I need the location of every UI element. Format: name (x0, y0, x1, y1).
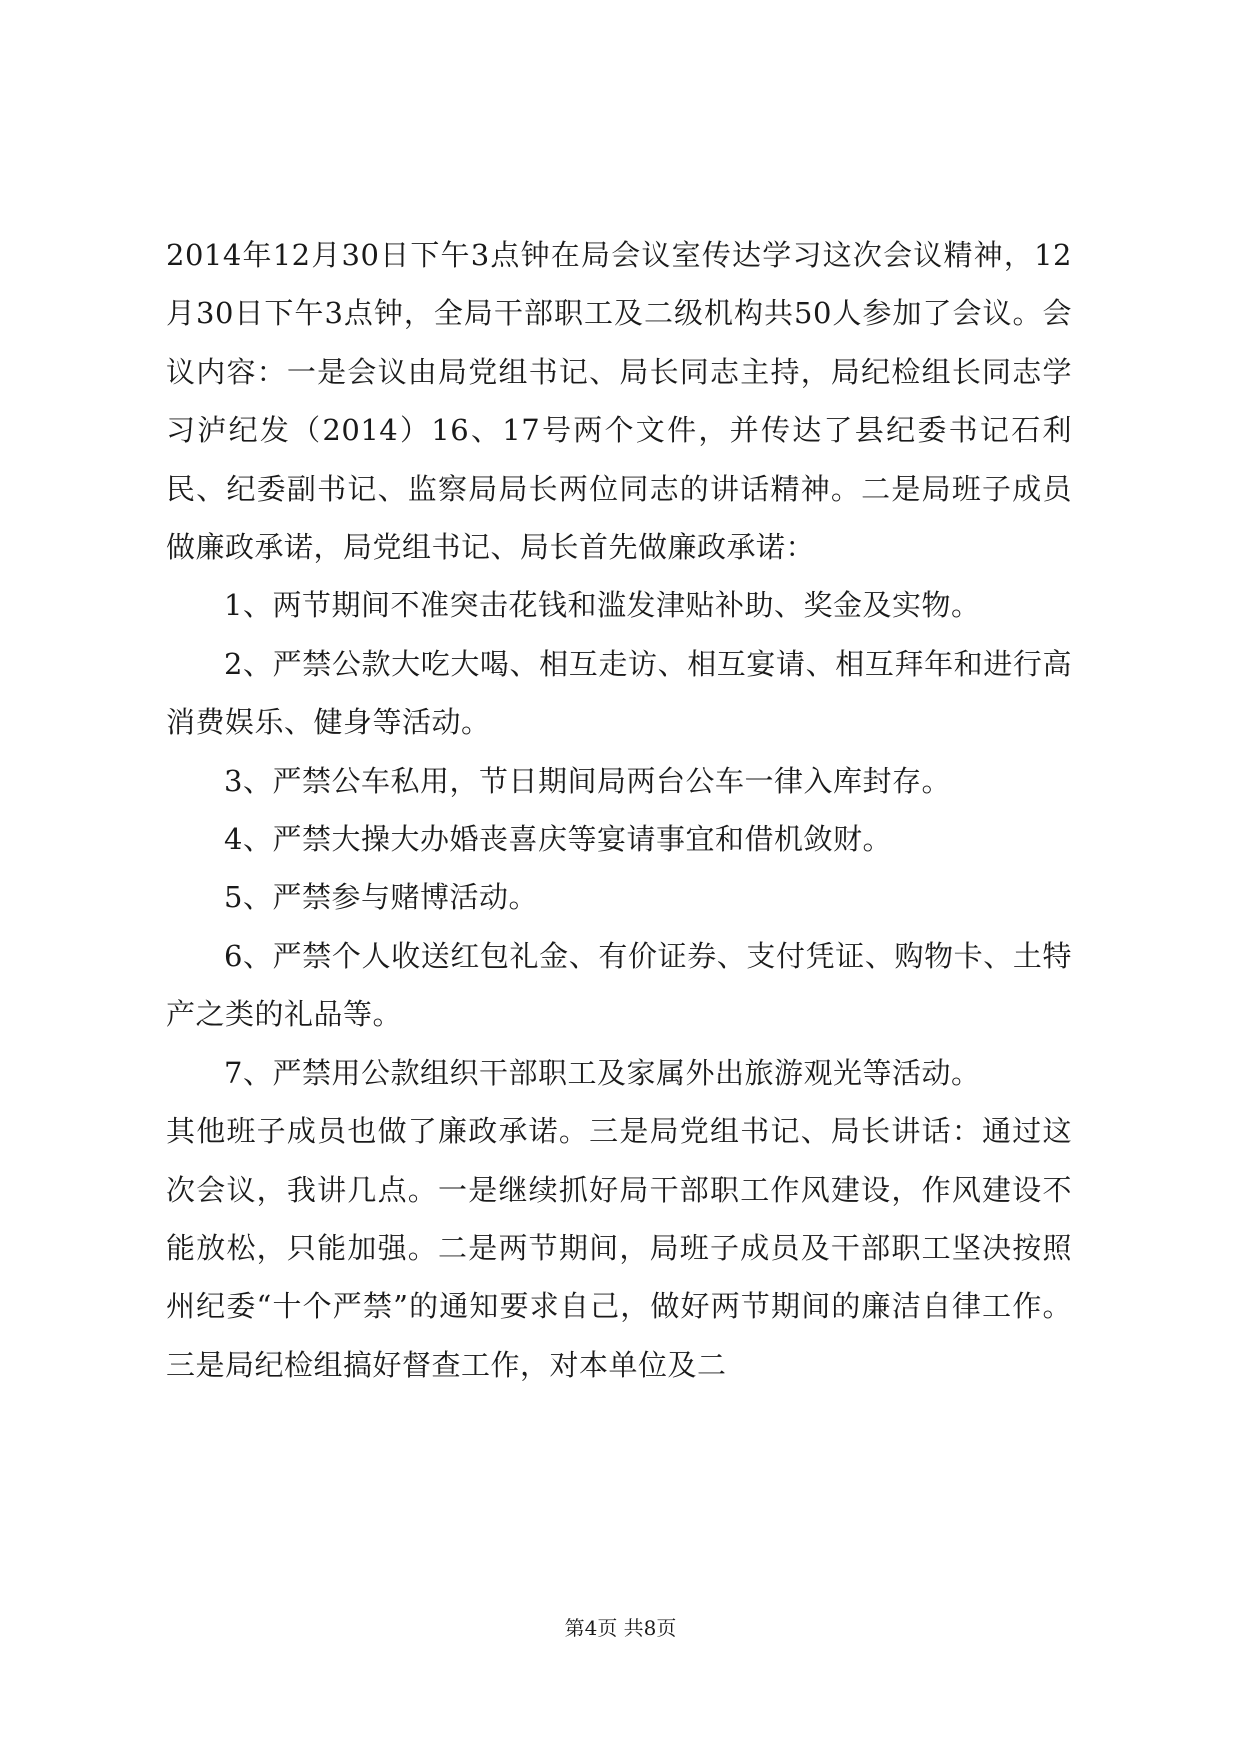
list-item-1: 1、两节期间不准突击花钱和滥发津贴补助、奖金及实物。 (224, 588, 981, 623)
list-item-2: 2、严禁公款大吃大喝、相互走访、相互宴请、相互拜年和进行高消费娱乐、健身等活动。 (166, 646, 1072, 740)
document-body (166, 226, 1072, 1394)
page-footer (0, 1616, 1241, 1640)
list-item-3: 3、严禁公车私用，节日期间局两台公车一律入库封存。 (224, 763, 951, 798)
list-item-6: 6、严禁个人收送红包礼金、有价证券、支付凭证、购物卡、土特产之类的礼品等。 (166, 938, 1072, 1032)
list-item-5: 5、严禁参与赌博活动。 (224, 880, 538, 915)
page-number: 第4页 共8页 (564, 1616, 677, 1640)
list-item-4: 4、严禁大操大办婚丧喜庆等宴请事宜和借机敛财。 (224, 822, 892, 857)
list-item-7: 7、严禁用公款组织干部职工及家属外出旅游观光等活动。 (224, 1055, 981, 1090)
paragraph-conclusion: 其他班子成员也做了廉政承诺。三是局党组书记、局长讲话：通过这次会议，我讲几点。一是继续抓好局干部职工作风建设，作风建设不能放松，只能加强。二是两节期间，局班子成员及干部职工坚决按照州纪委“十个严禁”的通知要求自己，做好两节期间的廉洁自律工作。三是局纪检组搞好督查工作，对本单位及二 (166, 1114, 1072, 1382)
paragraph-intro: 2014年12月30日下午3点钟在局会议室传达学习这次会议精神，12月30日下午3点钟，全局干部职工及二级机构共50人参加了会议。会议内容：一是会议由局党组书记、局长同志主持，局纪检组长同志学习泸纪发（2014）16、17号两个文件，并传达了县纪委书记石利民、纪委副书记、监察局局长两位同志的讲话精神。二是局班子成员做廉政承诺，局党组书记、局长首先做廉政承诺： (166, 238, 1072, 565)
